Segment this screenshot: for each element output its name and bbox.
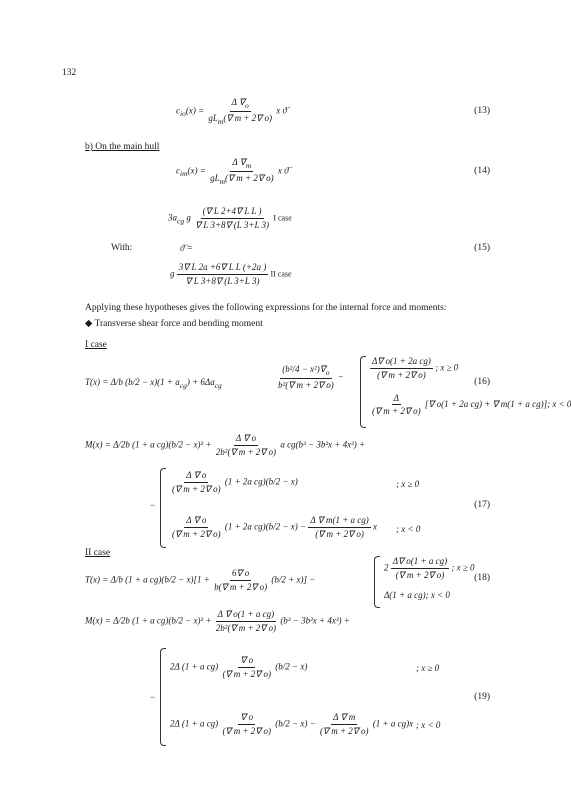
body-paragraph: Applying these hypotheses gives the following expressions for the internal force and moments: xyxy=(85,303,447,313)
case-2-heading: II case xyxy=(85,548,111,558)
equation-number-19: (19) xyxy=(474,692,490,702)
equation-16-brace xyxy=(360,356,366,428)
equation-number-14: (14) xyxy=(474,166,490,176)
equation-13: $c_{io}(x)$ = $\frac{\Delta \nabla_o}{gL_m(\nabla m + 2\nabla o)}$ x ϑ̈ xyxy=(176,97,287,126)
equation-14: $c_{im}(x)$ = $\frac{\Delta \nabla_m}{gL_m(\nabla m + 2\nabla o)}$ x ϑ̈ xyxy=(176,157,289,186)
equation-18-case-bottom: Δ(1 + a cg); x < 0 xyxy=(384,590,450,600)
equation-19-row-1: 2Δ (1 + a cg) $\frac{\nabla o}{(\nabla m + 2\nabla o)}$ (b/2 − x) xyxy=(170,655,308,679)
equation-number-18: (18) xyxy=(474,573,490,583)
equation-19-minus: − xyxy=(150,692,156,702)
page-number: 132 xyxy=(62,68,77,78)
bullet-diamond-icon: ◆ xyxy=(85,319,93,329)
equation-19-cond-2: ; x < 0 xyxy=(416,720,441,730)
equation-18-lhs: T(x) = Δ/b (1 + a cg)(b/2 − x)[1 + $\frac{6\nabla o}{b(\nabla m + 2\nabla o)}$ (b/2 + x)] − xyxy=(85,568,316,592)
equation-17-minus: − xyxy=(150,500,156,510)
equation-19-brace xyxy=(160,648,166,746)
section-heading-main-hull: b) On the main hull xyxy=(85,142,160,152)
equation-18-brace xyxy=(374,556,380,608)
theta-ddot-label: ϑ̈ = xyxy=(180,243,193,253)
equation-16-fraction: $\frac{(b^2/4 - x^2)\nabla_o}{\text{b²(∇ m + 2∇ o)}}$ − xyxy=(278,364,344,390)
equation-18-case-top: 2 $\frac{\text{Δ∇ o(1 + a cg)}}{(\nabla m + 2\nabla o)}$ ; x ≥ 0 xyxy=(384,556,475,580)
equation-19-cond-1: ; x ≥ 0 xyxy=(416,663,440,673)
with-label: With: xyxy=(111,243,133,253)
equation-17-row-2: $\frac{\Delta \nabla o}{(\nabla m + 2\nabla o)}$ (1 + 2a cg)(b/2 − x) − $\frac{\text{Δ ∇ m(1 + a cg)}}{(\nabla m + 2\nabla o)}$ x xyxy=(172,515,378,539)
equation-17-cond-1: ; x ≥ 0 xyxy=(396,479,420,489)
equation-number-13: (13) xyxy=(474,106,490,116)
bullet-item: ◆ Transverse shear force and bending moment xyxy=(85,319,263,329)
equation-number-17: (17) xyxy=(474,500,490,510)
equation-15-case-2: g $\frac{\text{3∇ L 2a +6∇ L L (+2a )}}{\nabla L 3+8\nabla (L 3+L 3)}$ II case xyxy=(170,262,292,286)
equation-moment-case-1: M(x) = Δ/2b (1 + a cg)(b/2 − x)² + $\frac{\Delta \nabla o}{\text{2b²(∇ m + 2∇ o)}}$ a cg(b³ − 3b²x + 4x³) + xyxy=(85,433,366,457)
equation-19-row-2: 2Δ (1 + a cg) $\frac{\nabla o}{(\nabla m + 2\nabla o)}$ (b/2 − x) − $\frac{\Delta \nabla m}{(\nabla m + 2\nabla o)}$ (1 + a cg)x xyxy=(170,712,414,736)
equation-17-brace xyxy=(160,468,166,548)
equation-17-row-1: $\frac{\Delta \nabla o}{(\nabla m + 2\nabla o)}$ (1 + 2a cg)(b/2 − x) xyxy=(172,470,298,494)
equation-17-cond-2: ; x < 0 xyxy=(396,524,421,534)
case-1-heading: I case xyxy=(85,340,107,350)
equation-16-case-top: $\frac{\text{Δ∇ o(1 + 2a cg)}}{(\nabla m + 2\nabla o)}$ ; x ≥ 0 xyxy=(372,356,459,380)
equation-15-case-1: $3a_{cg}$ g $\frac{\text{(∇ L 2+4∇ L L )}}{\nabla L 3+8\nabla (L 3+L 3)}$ I case xyxy=(168,206,292,230)
equation-moment-case-2: M(x) = Δ/2b (1 + a cg)(b/2 − x)² + $\frac{\text{Δ ∇ o(1 + a cg)}}{\text{2b²(∇ m + 2∇ o)}}$ (b³ − 3b²x + 4x³) + xyxy=(85,609,350,633)
equation-number-16: (16) xyxy=(474,377,490,387)
equation-number-15: (15) xyxy=(474,243,490,253)
equation-16-lhs: T(x) = Δ/b $(b/2 - x)(1 + a_{cg}) + 6\Delta a_{cg}$ xyxy=(85,377,222,390)
equation-16-case-bottom: $\frac{\Delta}{(\nabla m + 2\nabla o)}$ [∇ o(1 + 2a cg) + ∇ m(1 + a cg)]; x < 0 xyxy=(372,393,571,416)
